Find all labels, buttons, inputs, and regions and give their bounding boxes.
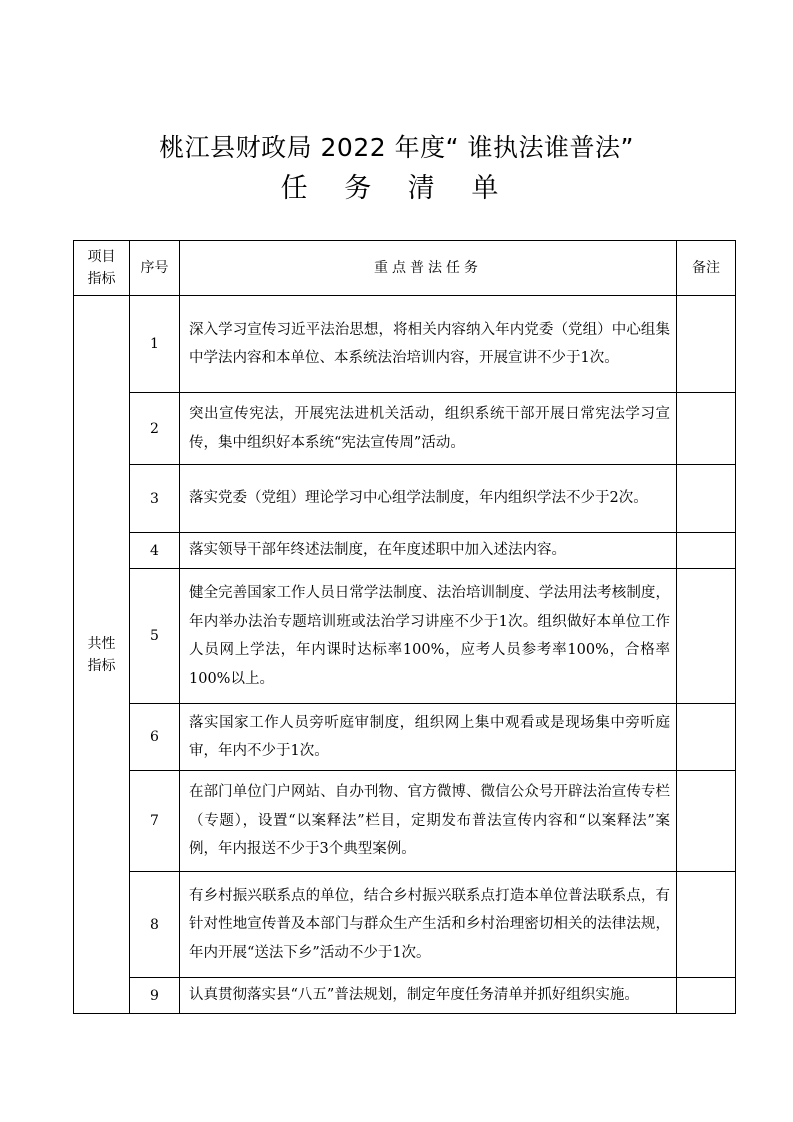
row-note	[677, 978, 736, 1014]
row-task: 健全完善国家工作人员日常学法制度、法治培训制度、学法用法考核制度，年内举办法治专题培训班或法治学习讲座不少于1次。组织做好本单位工作人员网上学法，年内课时达标率100%，应考人员参考率100%，合格率100%以上。	[180, 569, 677, 704]
row-note	[677, 872, 736, 978]
row-number: 5	[130, 569, 180, 704]
table-row	[74, 569, 736, 704]
header-category-line2: 指标	[87, 271, 116, 287]
header-note: 备注	[677, 241, 736, 296]
row-number: 1	[130, 296, 180, 393]
row-note	[677, 296, 736, 393]
table-row	[74, 465, 736, 533]
row-note	[677, 465, 736, 533]
table-row	[74, 704, 736, 771]
category-cell	[74, 296, 130, 1014]
row-task: 有乡村振兴联系点的单位，结合乡村振兴联系点打造本单位普法联系点，有针对性地宣传普及本部门与群众生产生活和乡村治理密切相关的法律法规，年内开展“送法下乡”活动不少于1次。	[180, 872, 677, 978]
table-row	[74, 771, 736, 872]
row-number: 6	[130, 704, 180, 771]
row-note	[677, 704, 736, 771]
table-row	[74, 393, 736, 465]
row-number: 3	[130, 465, 180, 533]
table-row	[74, 296, 736, 393]
row-task: 认真贯彻落实县“八五”普法规划，制定年度任务清单并抓好组织实施。	[180, 978, 677, 1014]
row-note	[677, 533, 736, 569]
row-number: 7	[130, 771, 180, 872]
row-note	[677, 569, 736, 704]
header-category-line1: 项目	[87, 249, 116, 265]
header-category	[74, 241, 130, 296]
row-number: 4	[130, 533, 180, 569]
document-title: 桃江县财政局 2022 年度“ 谁执法谁普法”	[159, 133, 634, 162]
row-task: 落实国家工作人员旁听庭审制度，组织网上集中观看或是现场集中旁听庭审，年内不少于1次。	[180, 704, 677, 771]
header-task: 重点普法任务	[180, 241, 677, 296]
row-number: 9	[130, 978, 180, 1014]
row-task: 落实领导干部年终述法制度，在年度述职中加入述法内容。	[180, 533, 677, 569]
row-task: 落实党委（党组）理论学习中心组学法制度，年内组织学法不少于2次。	[180, 465, 677, 533]
row-task: 突出宣传宪法，开展宪法进机关活动，组织系统干部开展日常宪法学习宣传，集中组织好本系统“宪法宣传周”活动。	[180, 393, 677, 465]
category-line2: 指标	[87, 657, 116, 674]
row-number: 8	[130, 872, 180, 978]
row-note	[677, 393, 736, 465]
row-number: 2	[130, 393, 180, 465]
row-task: 在部门单位门户网站、自办刊物、官方微博、微信公众号开辟法治宣传专栏（专题），设置“以案释法”栏目，定期发布普法宣传内容和“以案释法”案例，年内报送不少于3个典型案例。	[180, 771, 677, 872]
header-number: 序号	[130, 241, 180, 296]
table-row	[74, 978, 736, 1014]
task-table	[73, 240, 736, 1014]
table-row	[74, 533, 736, 569]
row-note	[677, 771, 736, 872]
table-row	[74, 872, 736, 978]
table-header-row	[74, 241, 736, 296]
document-subtitle: 任 务 清 单	[280, 173, 513, 204]
category-line1: 共性	[87, 635, 116, 652]
row-task: 深入学习宣传习近平法治思想，将相关内容纳入年内党委（党组）中心组集中学法内容和本单位、本系统法治培训内容，开展宣讲不少于1次。	[180, 296, 677, 393]
